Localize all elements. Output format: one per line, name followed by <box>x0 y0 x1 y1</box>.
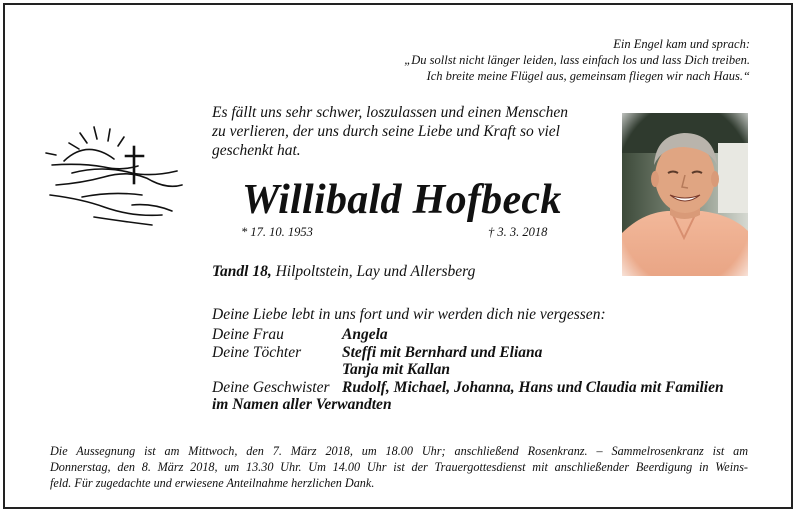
family-value: Tanja mit Kallan <box>342 361 450 378</box>
death-date: † 3. 3. 2018 <box>488 225 548 239</box>
family-row <box>212 361 450 379</box>
family-value: Angela <box>342 326 388 343</box>
family-value: Rudolf, Michael, Johanna, Hans und Claudia mit Familien <box>342 378 724 396</box>
love-text: Deine Liebe lebt in uns fort und wir werden dich nie vergessen: <box>212 306 606 323</box>
family-closing-row <box>212 396 392 414</box>
family-value: Steffi mit Bernhard und Eliana <box>342 343 543 361</box>
quote-line-1: Ein Engel kam und sprach: <box>613 37 750 51</box>
family-list <box>212 326 724 414</box>
quote-line-3: Ich breite meine Flügel aus, gemeinsam fliegen wir nach Haus.“ <box>426 69 750 83</box>
address-street: Tandl 18, <box>212 263 272 280</box>
intro-line-2: zu verlieren, der uns durch seine Liebe und Kraft so viel <box>212 123 560 140</box>
intro-line-3: geschenkt hat. <box>212 142 301 159</box>
family-closing: im Namen aller Verwandten <box>212 396 392 413</box>
portrait-photo <box>622 113 748 276</box>
ceremony-line-2: Donnerstag, den 8. März 2018, um 13.30 Uhr. Um 14.00 Uhr ist der Trauergottesdienst mit anschließender Beerdigung in Weins- <box>50 460 748 474</box>
birth-date: * 17. 10. 1953 <box>241 225 313 239</box>
quote-line-2: „Du sollst nicht länger leiden, lass einfach los und lass Dich treiben. <box>404 53 750 67</box>
poem-quote <box>404 36 750 84</box>
ceremony-line-1: Die Aussegnung ist am Mittwoch, den 7. März 2018, um 18.00 Uhr; anschließend Rosenkranz. – Sammelrosenkranz ist am <box>50 444 748 458</box>
family-row <box>212 326 392 344</box>
family-row <box>212 343 543 362</box>
address <box>212 263 475 281</box>
family-row <box>212 378 724 397</box>
intro-line-1: Es fällt uns sehr schwer, loszulassen und einen Menschen <box>212 104 569 121</box>
ceremony-line-3: feld. Für zugedachte und erwiesene Anteilnahme herzlichen Dank. <box>50 476 375 490</box>
family-label: Deine Töchter <box>212 343 302 361</box>
ceremony-text <box>50 443 748 491</box>
family-label: Deine Frau <box>212 326 284 343</box>
address-places: Hilpoltstein, Lay und Allersberg <box>271 263 476 280</box>
intro-text <box>212 103 612 160</box>
sunrise-cross-hills-icon <box>42 125 192 230</box>
deceased-name: Willibald Hofbeck <box>242 177 562 223</box>
family-label: Deine Geschwister <box>212 378 330 396</box>
